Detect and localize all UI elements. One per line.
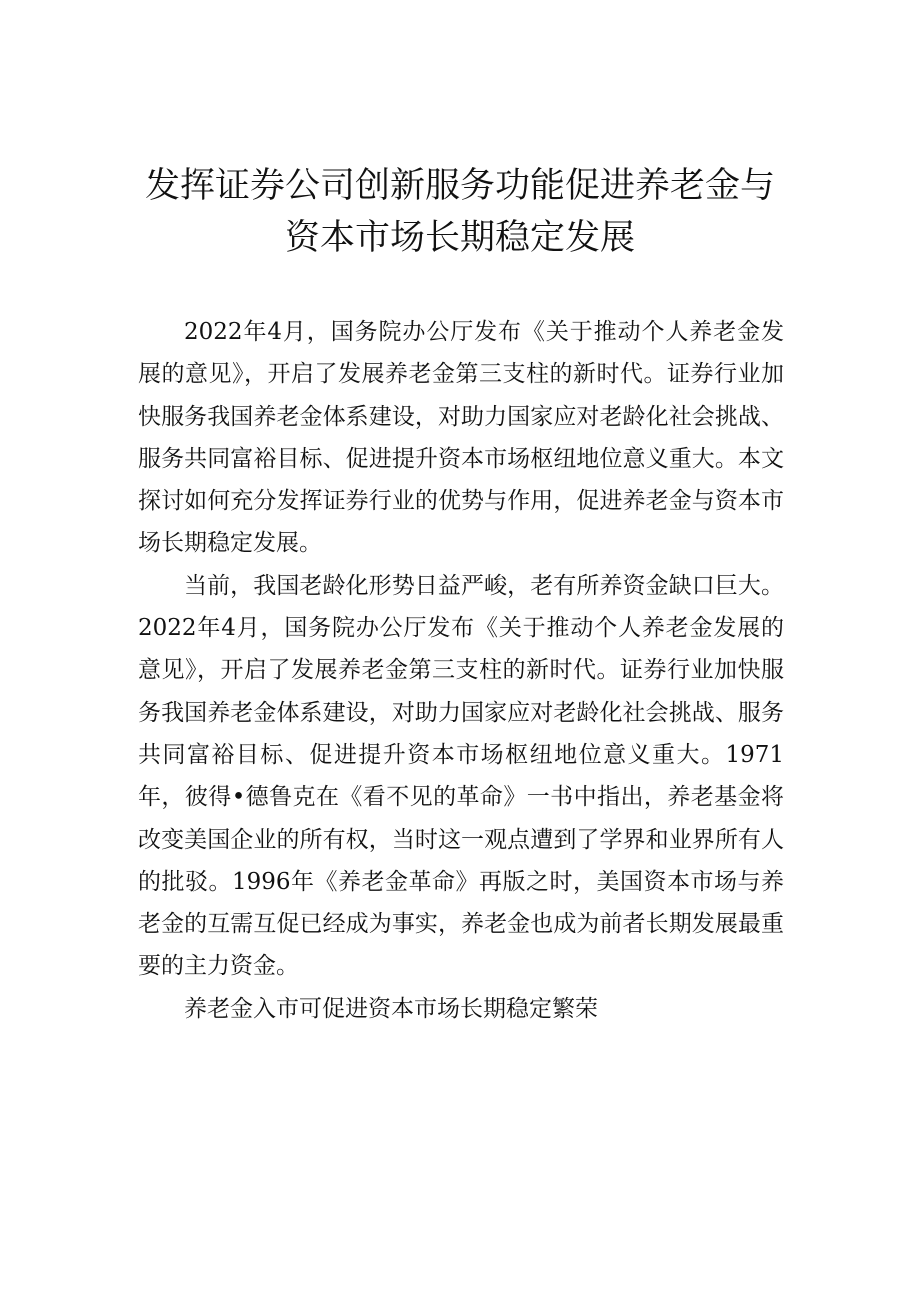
document-title [130, 160, 790, 264]
paragraph-intro: 2022年4月，国务院办公厅发布《关于推动个人养老金发展的意见》，开启了发展养老金第三支柱的新时代。证券行业加快服务我国养老金体系建设，对助力国家应对老龄化社会挑战、服务共同富裕目标、促进提升资本市场枢纽地位意义重大。本文探讨如何充分发挥证券行业的优势与作用，促进养老金与资本市场长期稳定发展。 [138, 319, 784, 557]
document-body [138, 311, 784, 1030]
paragraph-background: 当前，我国老龄化形势日益严峻，老有所养资金缺口巨大。2022年4月，国务院办公厅发布《关于推动个人养老金发展的意见》，开启了发展养老金第三支柱的新时代。证券行业加快服务我国养老金体系建设，对助力国家应对老龄化社会挑战、服务共同富裕目标、促进提升资本市场枢纽地位意义重大。1971年，彼得•德鲁克在《看不见的革命》一书中指出，养老基金将改变美国企业的所有权，当时这一观点遭到了学界和业界所有人的批驳。1996年《养老金革命》再版之时，美国资本市场与养老金的互需互促已经成为事实，养老金也成为前者长期发展最重要的主力资金。 [138, 572, 784, 980]
section-subheading: 养老金入市可促进资本市场长期稳定繁荣 [184, 995, 598, 1022]
title-line-1: 发挥证券公司创新服务功能促进养老金与 [144, 166, 775, 206]
title-line-2: 资本市场长期稳定发展 [284, 218, 635, 258]
